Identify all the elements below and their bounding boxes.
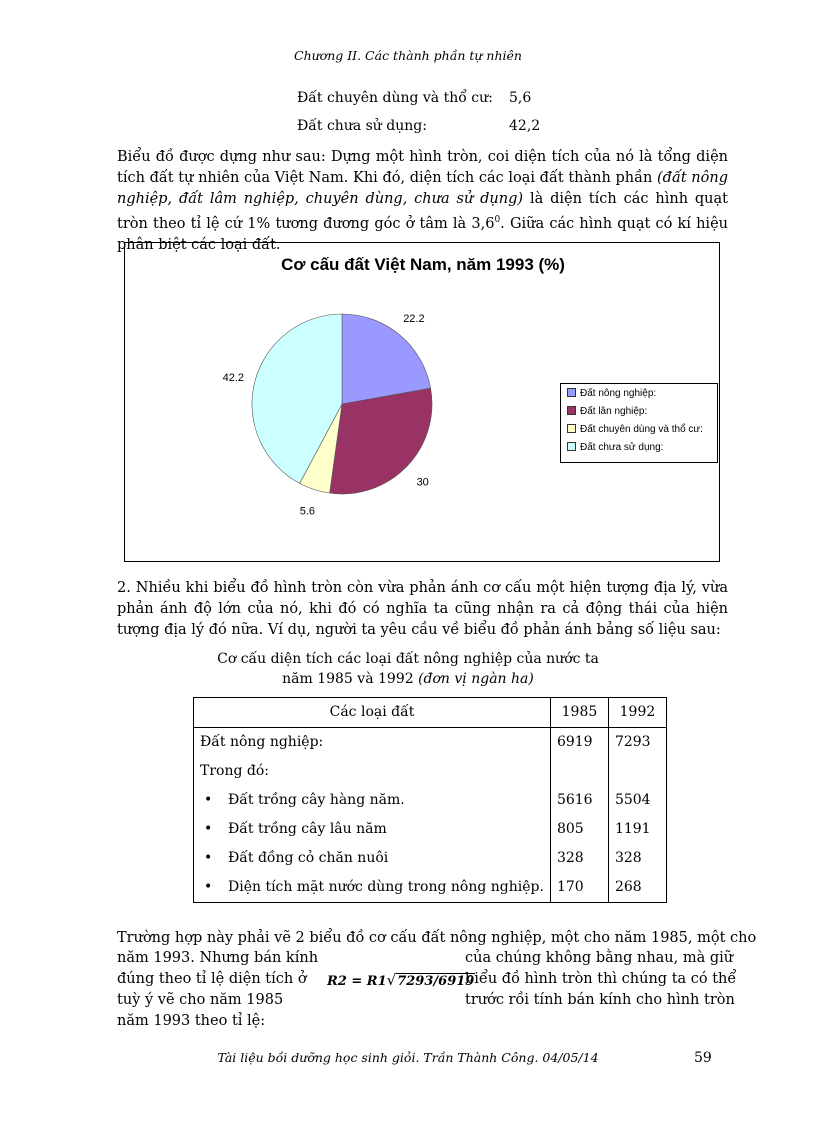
paragraph-example-intro: 2. Nhiều khi biểu đồ hình tròn còn vừa phản ánh cơ cấu một hiện tượng địa lý, vừa phản ánh độ lớn của nó, khi đó có nghĩa ta cũng nhận ra cả động thái của hiện tượng địa lý đó nữa. Ví dụ, người ta yêu cầu về biểu đồ phản ánh bảng số liệu sau:	[117, 580, 728, 638]
para3-right-2: biểu đồ hình tròn thì chúng ta có thể	[465, 971, 737, 987]
land-row-value-1: 5,6	[509, 90, 532, 106]
legend-label-agri: Đất nông nghiệp:	[580, 388, 657, 399]
legend-item-forest	[567, 405, 647, 419]
para3-right-3: trước rồi tính bán kính cho hình tròn	[465, 992, 735, 1008]
pie-label-forest: 30	[416, 476, 429, 489]
legend-item-agri	[567, 387, 656, 401]
pie-label-agri: 22.2	[403, 313, 425, 326]
legend-swatch-unused	[567, 442, 576, 451]
page-number: 59	[694, 1050, 712, 1066]
table-body-row	[194, 728, 667, 903]
header-1992	[608, 698, 666, 728]
row-label-water: • Diện tích mặt nước dùng trong nông nghiệp.	[200, 873, 544, 902]
col-1985	[550, 728, 608, 903]
radius-formula	[327, 968, 475, 992]
chart-legend	[560, 383, 718, 463]
cell-1985-agri: 6919	[556, 734, 593, 750]
header-1985	[550, 698, 608, 728]
cell-1985-of-which	[557, 757, 602, 786]
para3-right-1: của chúng không bằng nhau, mà giữ	[465, 950, 734, 966]
para3-line1: Trường hợp này phải vẽ 2 biểu đồ cơ cấu đất nông nghiệp, một cho năm 1985, một cho	[117, 930, 757, 946]
table-caption-line1: Cơ cấu diện tích các loại đất nông nghiệp của nước ta	[217, 651, 599, 667]
cell-1992-annual: 5504	[614, 792, 651, 808]
formula-radicand: 7293/6919	[397, 974, 475, 989]
pie-label-special: 5.6	[299, 505, 316, 518]
table-caption-years: năm 1985 và 1992	[282, 671, 419, 687]
legend-label-forest: Đất lân nghiệp:	[580, 406, 648, 417]
legend-swatch-agri	[567, 388, 576, 397]
col-1992	[608, 728, 666, 903]
chart-title: Cơ cấu đất Việt Nam, năm 1993 (%)	[281, 255, 565, 274]
para1-text-1: Biểu đồ được dựng như sau: Dựng một hình tròn, coi diện tích của nó là tổng diện tích đất tự nhiên của Việt Nam. Khi đó, diện tích các loại đất thành phần	[117, 149, 728, 186]
header-land-type-text: Các loại đất	[329, 704, 415, 720]
cell-1992-of-which	[615, 757, 660, 786]
sqrt-icon: √	[386, 971, 397, 989]
land-row-label-1: Đất chuyên dùng và thổ cư:	[297, 90, 493, 106]
para3-left-column	[117, 948, 319, 1032]
cell-1985-water: 170	[556, 879, 584, 895]
page-footer: Tài liệu bồi dưỡng học sinh giỏi. Trần Thành Công. 04/05/14	[217, 1050, 599, 1065]
legend-item-special	[567, 423, 703, 437]
land-row-value-2: 42,2	[509, 118, 541, 134]
cell-1985-annual: 5616	[556, 792, 593, 808]
row-label-perennial: • Đất trồng cây lâu năm	[200, 815, 544, 844]
cell-1992-water: 268	[614, 879, 642, 895]
formula-lhs: R2 = R1	[327, 974, 387, 989]
header-1992-text: 1992	[619, 704, 656, 720]
para1-italic: (đất nông nghiệp, đất lâm nghiệp, chuyên dùng, chưa sử dụng)	[117, 170, 729, 207]
para3-right-column	[465, 948, 737, 1011]
legend-swatch-special	[567, 424, 576, 433]
row-label-of-which: Trong đó:	[200, 763, 269, 779]
para3-left-1: năm 1993. Nhưng bán kính	[117, 950, 319, 966]
land-table	[193, 697, 667, 903]
para1-text-2: là diện tích các hình quạt tròn theo tỉ lệ cứ 1% tương đương góc ở tâm là 3,6	[117, 191, 728, 232]
legend-label-special: Đất chuyên dùng và thổ cư:	[580, 424, 703, 435]
legend-swatch-forest	[567, 406, 576, 415]
legend-label-unused: Đất chưa sử dụng:	[580, 442, 664, 453]
legend-item-unused	[567, 441, 663, 455]
cell-1992-perennial: 1191	[614, 821, 651, 837]
para1-degree: 0	[494, 215, 501, 225]
para1-text-3: . Giữa các hình quạt có kí hiệu phân biệt các loại đất.	[117, 215, 728, 253]
page-header: Chương II. Các thành phần tự nhiên	[294, 48, 522, 63]
table-caption-unit: (đơn vị ngàn ha)	[418, 671, 534, 687]
header-1985-text: 1985	[561, 704, 598, 720]
cell-1992-pasture: 328	[614, 850, 642, 866]
cell-1992-agri: 7293	[614, 734, 651, 750]
pie-label-unused: 42.2	[222, 371, 245, 384]
cell-1985-pasture: 328	[556, 850, 584, 866]
para3-left-2: đúng theo tỉ lệ diện tích ở	[117, 971, 307, 987]
row-label-agri: Đất nông nghiệp:	[200, 734, 324, 750]
para3-left-3: tuỳ ý vẽ cho năm 1985	[117, 992, 284, 1008]
paragraph-pie-construction	[117, 147, 728, 256]
pie-chart-frame	[124, 242, 720, 562]
header-land-type	[194, 698, 551, 728]
cell-1985-perennial: 805	[556, 821, 584, 837]
para3-left-4: năm 1993 theo tỉ lệ:	[117, 1013, 266, 1029]
col-land-types	[194, 728, 551, 903]
row-label-annual: • Đất trồng cây hàng năm.	[200, 786, 544, 815]
row-label-pasture: • Đất đồng cỏ chăn nuôi	[200, 844, 544, 873]
table-header-row	[194, 698, 667, 728]
table-caption-line2	[0, 671, 816, 687]
land-row-label-2: Đất chưa sử dụng:	[297, 118, 427, 134]
